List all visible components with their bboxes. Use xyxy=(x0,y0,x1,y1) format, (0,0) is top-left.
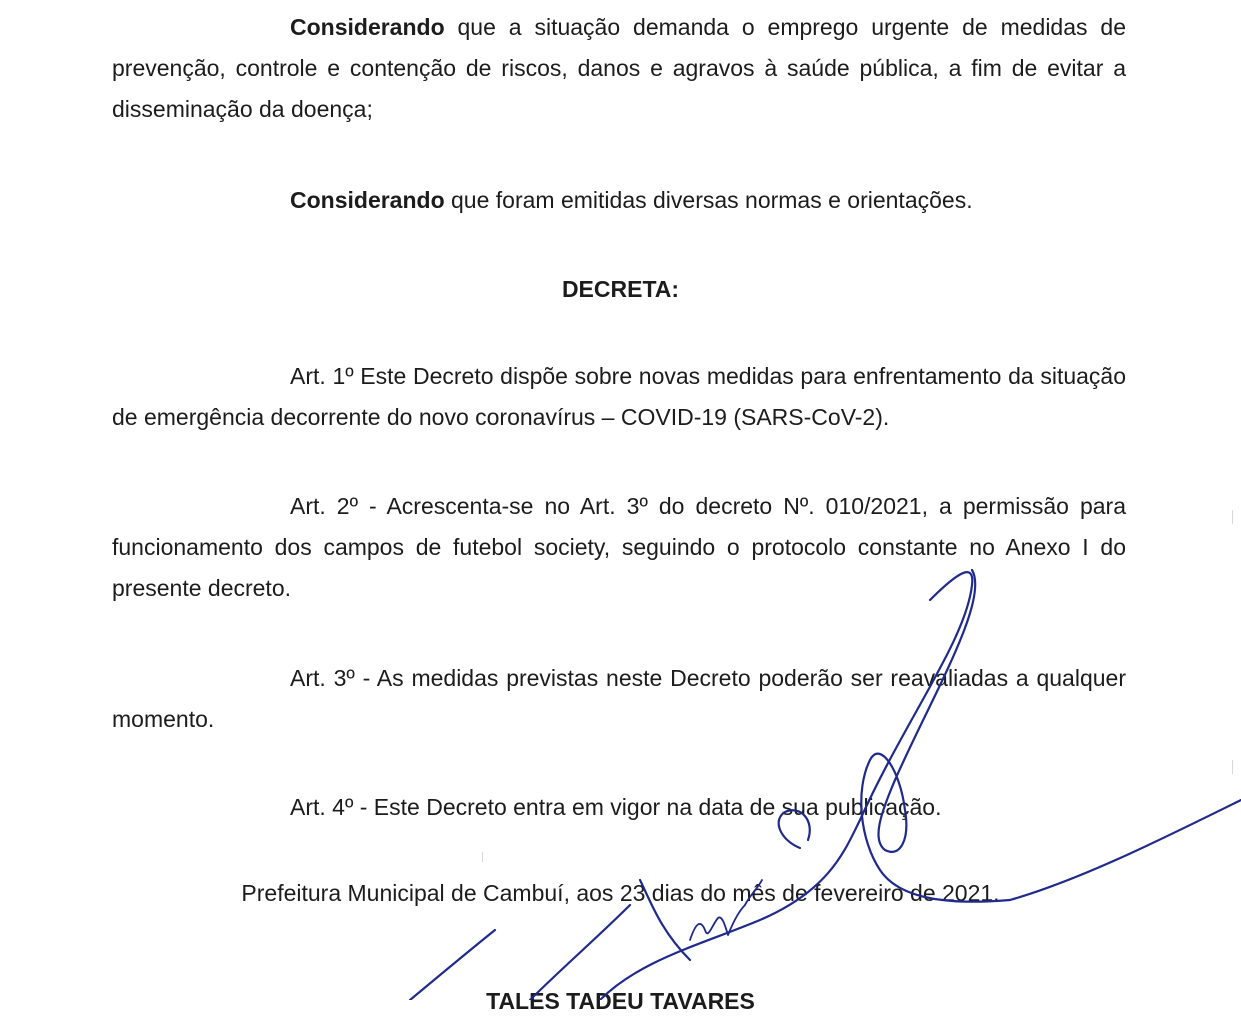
paragraph-considerando-1 xyxy=(112,7,1126,130)
bold-lead: Considerando xyxy=(290,187,445,213)
decreta-heading: DECRETA: xyxy=(561,276,680,302)
closing-line: Prefeitura Municipal de Cambuí, aos 23 dias do mês de fevereiro de 2021. xyxy=(241,880,1000,906)
signer-name: TALES TADEU TAVARES xyxy=(486,988,755,1014)
scan-mark xyxy=(482,852,483,862)
bold-lead: Considerando xyxy=(290,14,445,40)
scan-mark xyxy=(1232,760,1233,774)
paragraph-text: que foram emitidas diversas normas e orientações. xyxy=(444,187,973,213)
article-1: Art. 1º Este Decreto dispõe sobre novas medidas para enfrentamento da situação de emergência decorrente do novo coronavírus – COVID-19 (SARS-CoV-2). xyxy=(112,363,1126,430)
article-3: Art. 3º - As medidas previstas neste Decreto poderão ser reavaliadas a qualquer momento. xyxy=(112,665,1126,732)
scan-mark xyxy=(1232,510,1233,524)
paragraph-considerando-2 xyxy=(112,180,1126,221)
paragraph-text: que a situação demanda o emprego urgente de medidas de prevenção, controle e contenção de riscos, danos e agravos à saúde pública, a fim de evitar a disseminação da doença; xyxy=(112,14,1126,122)
article-2: Art. 2º - Acrescenta-se no Art. 3º do decreto Nº. 010/2021, a permissão para funcionamento dos campos de futebol society, seguindo o protocolo constante no Anexo I do presente decreto. xyxy=(112,493,1126,601)
article-4: Art. 4º - Este Decreto entra em vigor na data de sua publicação. xyxy=(290,794,942,820)
